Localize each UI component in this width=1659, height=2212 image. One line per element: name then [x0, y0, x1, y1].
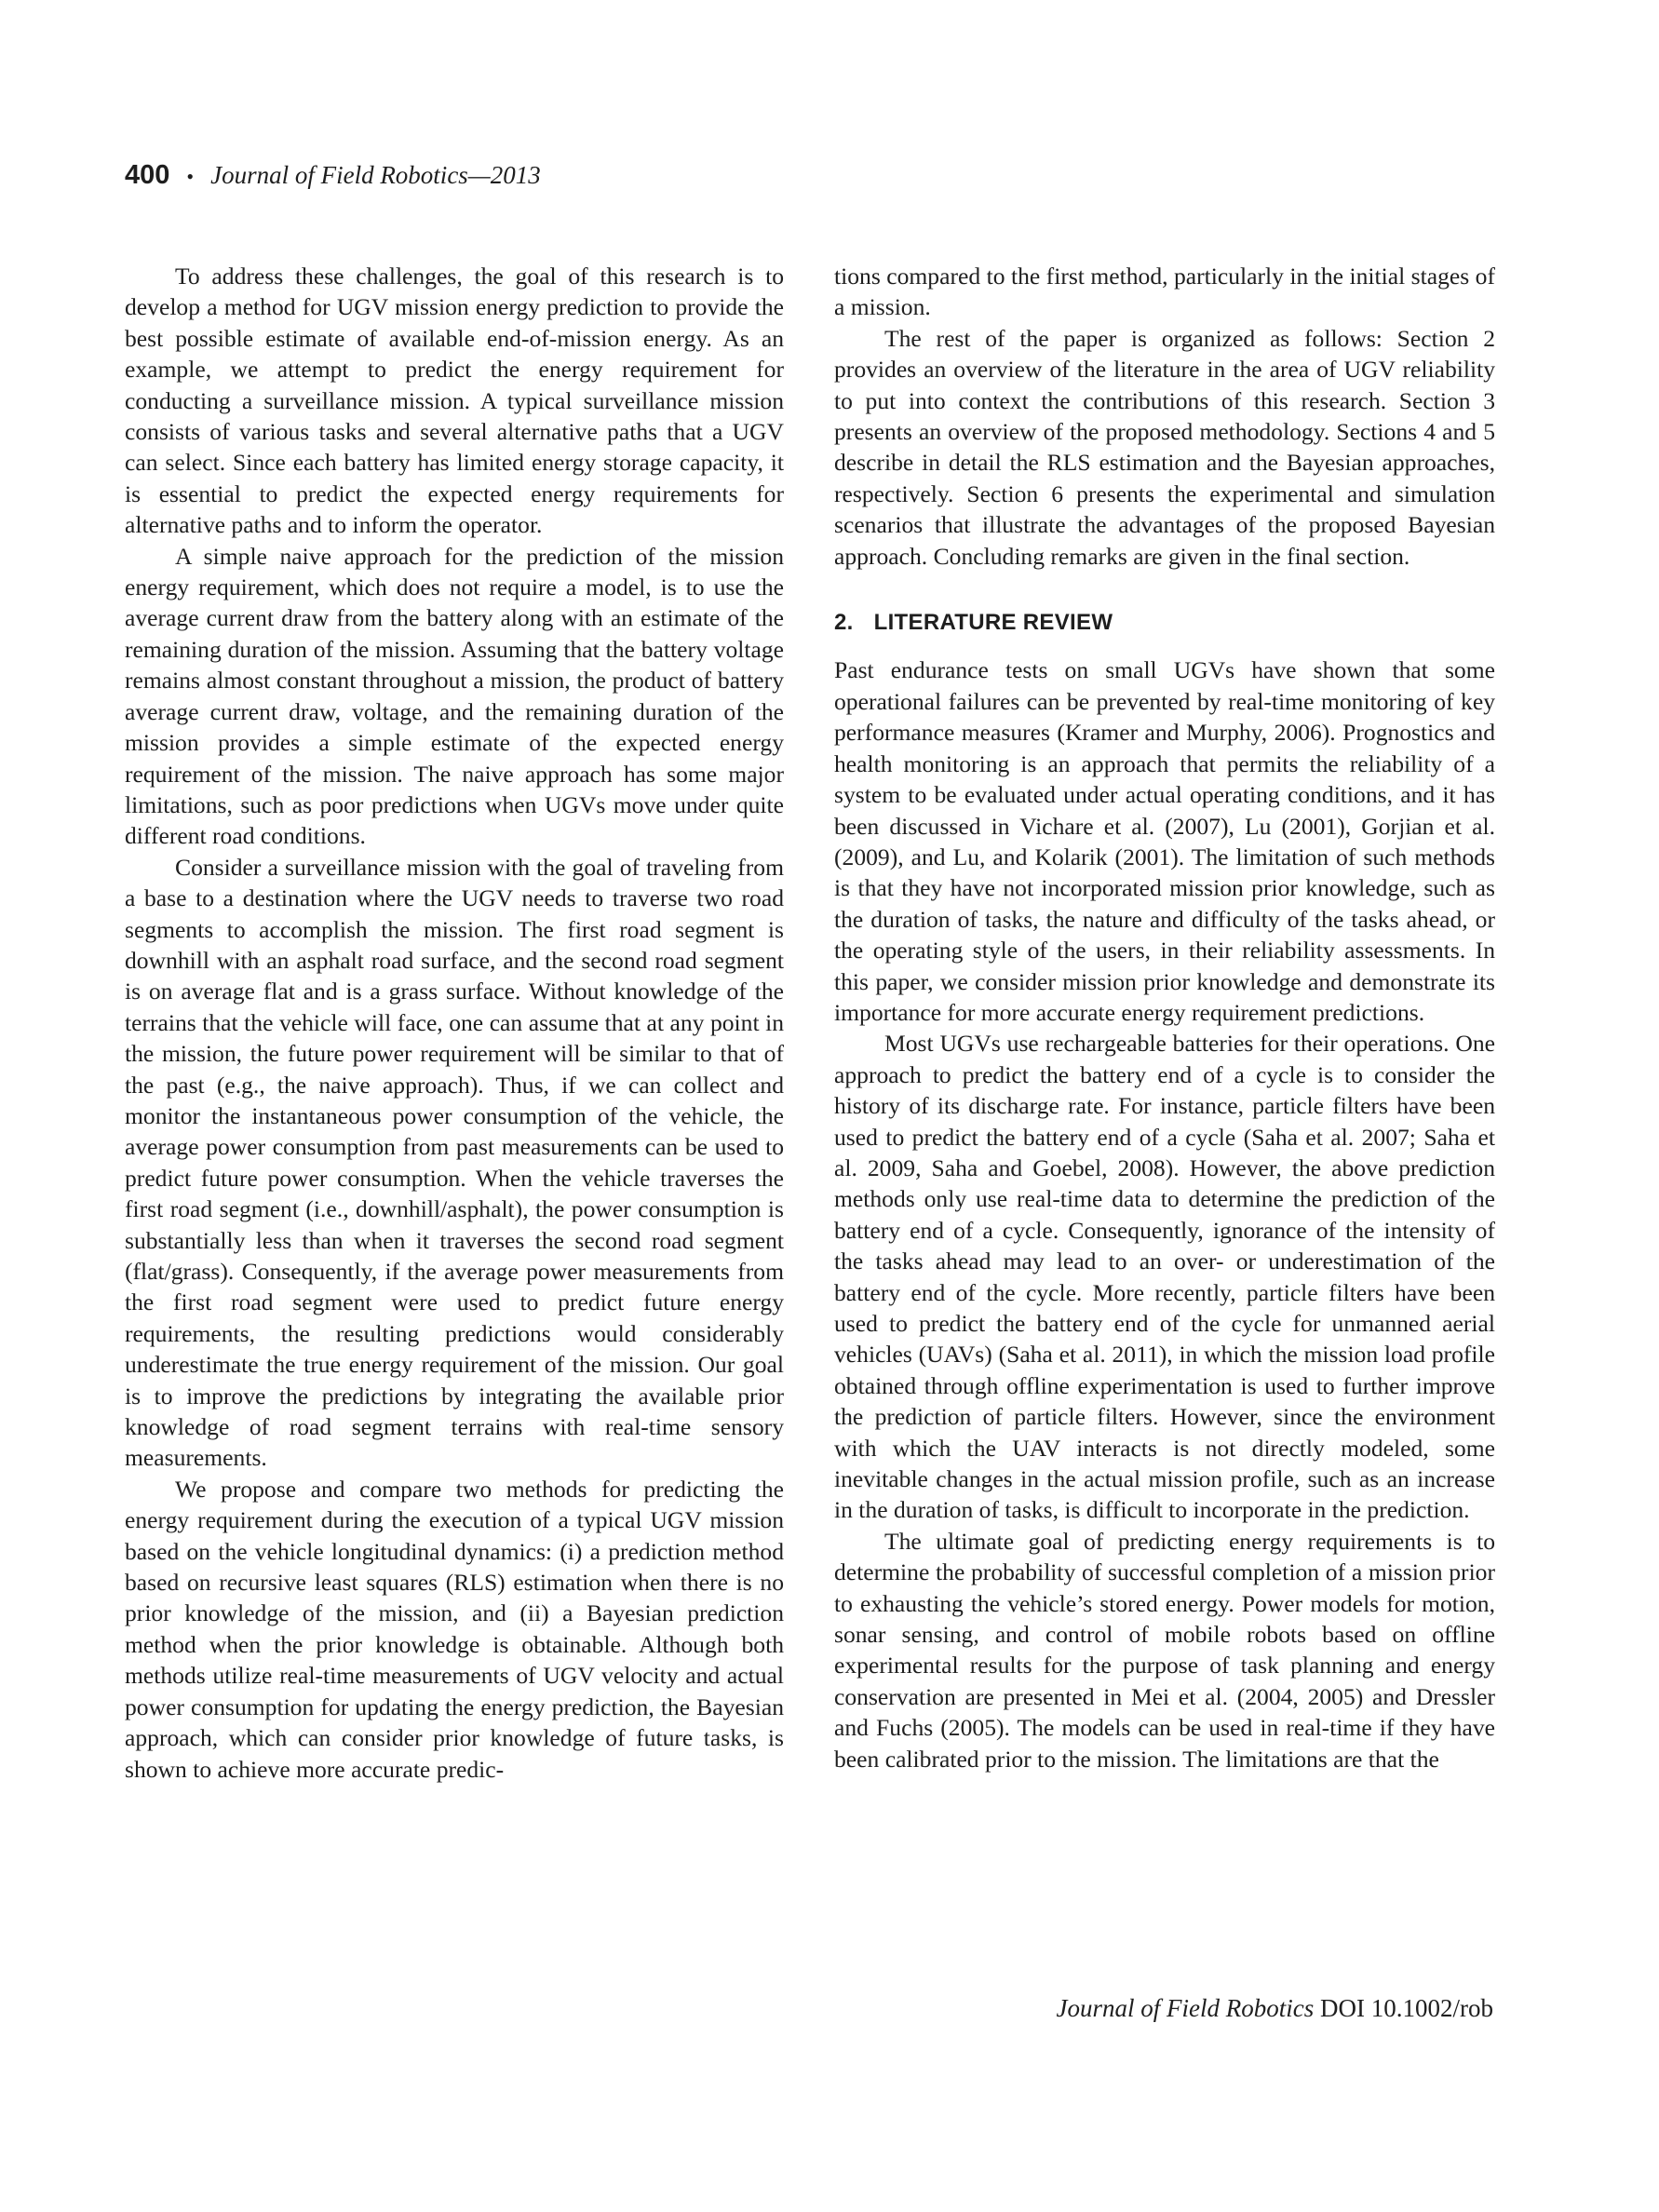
section-title: LITERATURE REVIEW	[873, 610, 1113, 636]
continued-paragraph: tions compared to the first method, particularly in the initial stages of a mission.	[834, 263, 1495, 321]
right-column	[834, 261, 1495, 1774]
body-paragraph: The rest of the paper is organized as follows: Section 2 provides an overview of the literature in the area of UGV reliability to put into context the contributions of this research. Section 3 presents an overview of the proposed methodology. Sections 4 and 5 describe in detail the RLS estimation and the Bayesian approaches, respectively. Section 6 presents the experimental and simulation scenarios that illustrate the advantages of the proposed Bayesian approach. Concluding remarks are given in the final section.	[834, 324, 1495, 570]
footer-journal-name: Journal of Field Robotics	[1056, 1994, 1315, 2022]
body-paragraph: A simple naive approach for the prediction of the mission energy requirement, which does not require a model, is to use the average current draw from the battery along with an estimate of the remaining duration of the mission. Assuming that the battery voltage remains almost constant throughout a mission, the product of battery average current draw, voltage, and the remaining duration of the mission provides a simple estimate of the expected energy requirement of the mission. The naive approach has some major limitations, such as poor predictions when UGVs move under quite different road conditions.	[125, 542, 784, 850]
section-number: 2.	[834, 610, 854, 636]
footer-doi: DOI 10.1002/rob	[1320, 1994, 1493, 2022]
page-footer	[1057, 1994, 1493, 2023]
body-paragraph: Consider a surveillance mission with the goal of traveling from a base to a destination where the UGV needs to traverse two road segments to accomplish the mission. The first road segment is downhill with an asphalt road surface, and the second road segment is on average flat and is a grass surface. Without knowledge of the terrains that the vehicle will face, one can assume that at any point in the mission, the future power requirement will be similar to that of the past (e.g., the naive approach). Thus, if we can collect and monitor the instantaneous power consumption of the vehicle, the average power consumption from past measurements can be used to predict future power consumption. When the vehicle traverses the first road segment (i.e., downhill/asphalt), the power consumption is substantially less than when it traverses the second road segment (flat/grass). Consequently, if the average power measurements from the first road segment were used to predict future energy requirements, the resulting predictions would considerably underestimate the true energy requirement of the mission. Our goal is to improve the predictions by integrating the available prior knowledge of road segment terrains with real-time sensory measurements.	[125, 853, 784, 1472]
page-number: 400	[125, 160, 170, 190]
body-paragraph: The ultimate goal of predicting energy requirements is to determine the probability of successful completion of a mission prior to exhausting the vehicle’s stored energy. Power models for motion, sonar sensing, and control of mobile robots based on offline experimental results for the purpose of task planning and energy conservation are presented in Mei et al. (2004, 2005) and Dressler and Fuchs (2005). The models can be used in real-time if they have been calibrated prior to the mission. The limitations are that the	[834, 1527, 1495, 1773]
body-paragraph: Most UGVs use rechargeable batteries for their operations. One approach to predict the battery end of a cycle is to consider the history of its discharge rate. For instance, particle filters have been used to predict the battery end of a cycle (Saha et al. 2007; Saha et al. 2009, Saha and Goebel, 2008). However, the above prediction methods only use real-time data to determine the prediction of the battery end of a cycle. Consequently, ignorance of the intensity of the tasks ahead may lead to an over- or underestimation of the battery end of the cycle. More recently, particle filters have been used to predict the battery end of the cycle for unmanned aerial vehicles (UAVs) (Saha et al. 2011), in which the mission load profile obtained through offline experimentation is used to further improve the prediction of particle filters. However, since the environment with which the UAV interacts is not directly modeled, some inevitable changes in the actual mission profile, such as an increase in the duration of tasks, is difficult to incorporate in the prediction.	[834, 1030, 1495, 1524]
left-column	[125, 261, 784, 1785]
running-header	[125, 160, 541, 191]
journal-title: Journal of Field Robotics—2013	[210, 161, 541, 189]
body-paragraph: To address these challenges, the goal of this research is to develop a method for UGV mission energy prediction to provide the best possible estimate of available end-of-mission energy. As an example, we attempt to predict the energy requirement for conducting a surveillance mission. A typical surveillance mission consists of various tasks and several alternative paths that a UGV can select. Since each battery has limited energy storage capacity, it is essential to predict the expected energy requirements for alternative paths and to inform the operator.	[125, 263, 784, 539]
section-heading	[834, 607, 1495, 638]
section-first-paragraph: Past endurance tests on small UGVs have shown that some operational failures can be prevented by real-time monitoring of key performance measures (Kramer and Murphy, 2006). Prognostics and health monitoring is an approach that permits the reliability of a system to be evaluated under actual operating conditions, and it has been discussed in Vichare et al. (2007), Lu (2001), Gorjian et al. (2009), and Lu, and Kolarik (2001). The limitation of such methods is that they have not incorporated mission prior knowledge, such as the duration of tasks, the nature and difficulty of the tasks ahead, or the operating style of the users, in their reliability assessments. In this paper, we consider mission prior knowledge and demonstrate its importance for more accurate energy requirement predictions.	[834, 656, 1495, 1026]
body-paragraph: We propose and compare two methods for predicting the energy requirement during the execution of a typical UGV mission based on the vehicle longitudinal dynamics: (i) a prediction method based on recursive least squares (RLS) estimation when there is no prior knowledge of the mission, and (ii) a Bayesian prediction method when the prior knowledge is obtainable. Although both methods utilize real-time measurements of UGV velocity and actual power consumption for updating the energy prediction, the Bayesian approach, which can consider prior knowledge of future tasks, is shown to achieve more accurate predic-	[125, 1475, 784, 1783]
header-bullet: •	[186, 165, 195, 188]
